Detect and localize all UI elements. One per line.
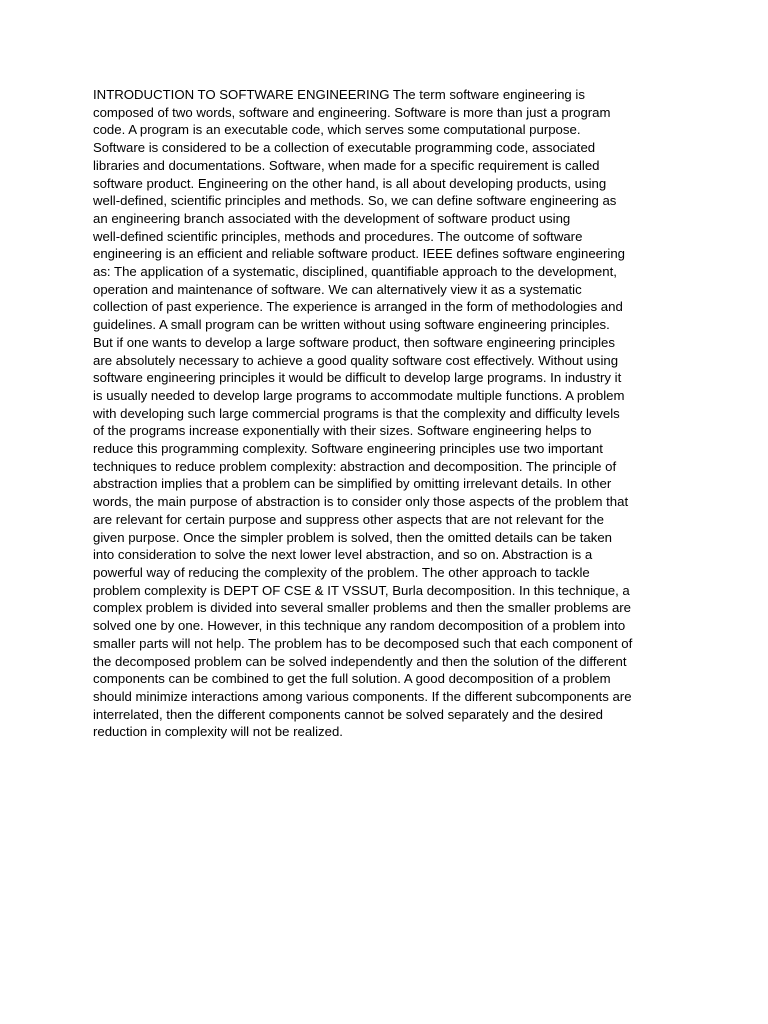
text-line: techniques to reduce problem complexity: abstraction and decomposition. The principle of bbox=[93, 458, 617, 474]
text-line: Software is considered to be a collection of executable programming code, associated bbox=[93, 140, 596, 156]
text-line: engineering is an efficient and reliable software product. IEEE defines software engineering bbox=[93, 246, 625, 262]
text-line: code. A program is an executable code, which serves some computational purpose. bbox=[93, 122, 581, 138]
text-line: are relevant for certain purpose and suppress other aspects that are not relevant for the bbox=[93, 511, 604, 527]
text-line: But if one wants to develop a large software product, then software engineering principles bbox=[93, 334, 615, 350]
text-line: well-defined, scientific principles and methods. So, we can define software engineering as bbox=[93, 193, 617, 209]
text-line: into consideration to solve the next lower level abstraction, and so on. Abstraction is a bbox=[93, 547, 593, 563]
text-line: components can be combined to get the full solution. A good decomposition of a problem bbox=[93, 671, 611, 687]
text-line: software engineering principles it would be difficult to develop large programs. In industry it bbox=[93, 370, 622, 386]
body-paragraph bbox=[93, 86, 675, 741]
text-line: reduction in complexity will not be realized. bbox=[93, 724, 343, 740]
text-line: should minimize interactions among various components. If the different subcomponents are bbox=[93, 688, 632, 704]
text-line: given purpose. Once the simpler problem is solved, then the omitted details can be taken bbox=[93, 529, 613, 545]
text-line: INTRODUCTION TO SOFTWARE ENGINEERING The term software engineering is bbox=[93, 87, 585, 102]
text-line: problem complexity is DEPT OF CSE & IT VSSUT, Burla decomposition. In this technique, a bbox=[93, 582, 630, 598]
text-line: words, the main purpose of abstraction is to consider only those aspects of the problem that bbox=[93, 494, 629, 510]
text-line: solved one by one. However, in this technique any random decomposition of a problem into bbox=[93, 618, 626, 634]
text-line: collection of past experience. The experience is arranged in the form of methodologies and bbox=[93, 299, 623, 315]
text-line: operation and maintenance of software. We can alternatively view it as a systematic bbox=[93, 281, 582, 297]
text-line: well-defined scientific principles, methods and procedures. The outcome of software bbox=[93, 228, 583, 244]
text-line: are absolutely necessary to achieve a good quality software cost effectively. Without using bbox=[93, 352, 619, 368]
text-line: powerful way of reducing the complexity of the problem. The other approach to tackle bbox=[93, 564, 590, 580]
text-line: with developing such large commercial programs is that the complexity and difficulty levels bbox=[93, 405, 620, 421]
text-line: abstraction implies that a problem can be simplified by omitting irrelevant details. In other bbox=[93, 476, 612, 492]
text-line: as: The application of a systematic, disciplined, quantifiable approach to the development, bbox=[93, 264, 617, 280]
text-line: an engineering branch associated with the development of software product using bbox=[93, 210, 571, 226]
text-line: smaller parts will not help. The problem has to be decomposed such that each component of bbox=[93, 635, 633, 651]
text-line: composed of two words, software and engineering. Software is more than just a program bbox=[93, 104, 611, 120]
text-line: the decomposed problem can be solved independently and then the solution of the different bbox=[93, 653, 627, 669]
text-line: of the programs increase exponentially with their sizes. Software engineering helps to bbox=[93, 423, 592, 439]
text-line: libraries and documentations. Software, when made for a specific requirement is called bbox=[93, 157, 600, 173]
text-line: guidelines. A small program can be written without using software engineering principles. bbox=[93, 317, 610, 333]
text-line: interrelated, then the different components cannot be solved separately and the desired bbox=[93, 706, 604, 722]
text-line: reduce this programming complexity. Software engineering principles use two important bbox=[93, 441, 603, 457]
text-line: complex problem is divided into several smaller problems and then the smaller problems are bbox=[93, 600, 632, 616]
text-line: is usually needed to develop large programs to accommodate multiple functions. A problem bbox=[93, 387, 625, 403]
text-line: software product. Engineering on the other hand, is all about developing products, using bbox=[93, 175, 607, 191]
